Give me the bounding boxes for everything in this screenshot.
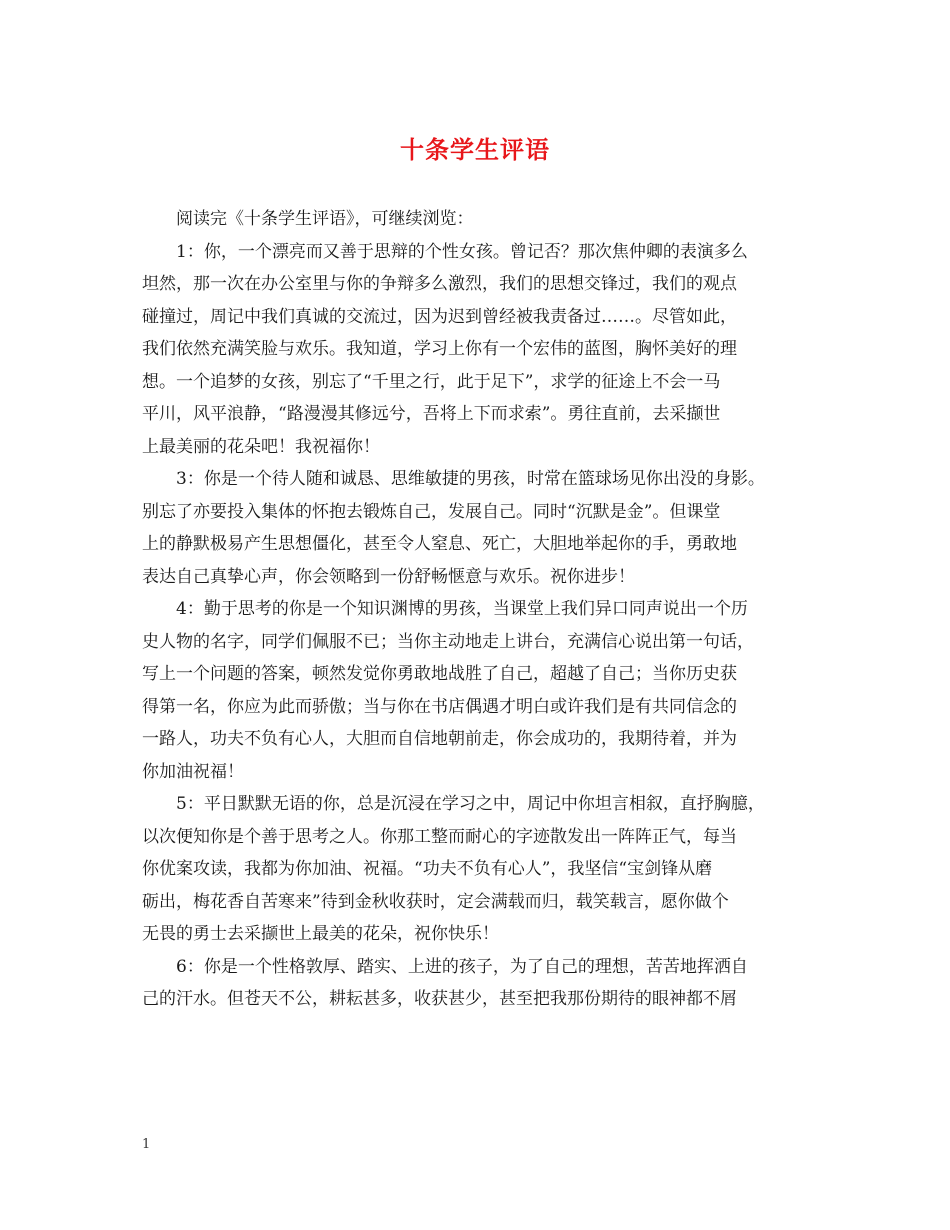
text-line: 你优案攻读，我都为你加油、祝福。“功夫不负有心人”，我坚信“宝剑锋从磨	[142, 859, 713, 879]
text-line: 别忘了亦要投入集体的怀抱去锻炼自己，发展自己。同时“沉默是金”。但课堂	[142, 501, 721, 522]
text-line: 4：勤于思考的你是一个知识渊博的男孩，当课堂上我们异口同声说出一个历	[176, 599, 748, 619]
text-line: 得第一名，你应为此而骄傲；当与你在书店偶遇才明白或许我们是有共同信念的	[142, 696, 737, 717]
text-line: 无畏的勇士去采撷世上最美的花朵，祝你快乐！	[142, 924, 499, 944]
text-line: 己的汗水。但苍天不公，耕耘甚多，收获甚少，甚至把我那份期待的眼神都不屑	[142, 989, 737, 1009]
text-line: 阅读完《十条学生评语》，可继续浏览：	[176, 209, 474, 229]
text-line: 史人物的名字，同学们佩服不已；当你主动地走上讲台，充满信心说出第一句话，	[142, 631, 754, 652]
text-line: 想。一个追梦的女孩，别忘了“千里之行，此于足下”，求学的征途上不会一马	[142, 371, 721, 392]
text-line: 坦然，那一次在办公室里与你的争辩多么激烈，我们的思想交锋过，我们的观点	[142, 274, 737, 294]
text-line: 一路人，功夫不负有心人，大胆而自信地朝前走，你会成功的，我期待着，并为	[142, 729, 737, 749]
text-line: 上最美丽的花朵吧！我祝福你！	[142, 436, 380, 457]
document-body	[142, 203, 810, 1016]
text-line: 碰撞过，周记中我们真诚的交流过，因为迟到曾经被我责备过……。尽管如此，	[142, 306, 737, 327]
text-line: 砺出，梅花香自苦寒来”待到金秋收获时，定会满载而归，载笑载言，愿你做个	[142, 891, 729, 912]
page-number: 1	[142, 1137, 151, 1152]
text-line: 3：你是一个待人随和诚恳、思维敏捷的男孩，时常在篮球场见你出没的身影。	[176, 469, 765, 489]
text-line: 1：你，一个漂亮而又善于思辩的个性女孩。曾记否？那次焦仲卿的表演多么	[176, 241, 748, 262]
text-line: 表达自己真挚心声，你会领略到一份舒畅惬意与欢乐。祝你进步！	[142, 566, 635, 587]
text-line: 我们依然充满笑脸与欢乐。我知道，学习上你有一个宏伟的蓝图，胸怀美好的理	[142, 339, 737, 359]
text-line: 6：你是一个性格敦厚、踏实、上进的孩子，为了自己的理想，苦苦地挥洒自	[176, 956, 748, 977]
text-line: 写上一个问题的答案，顿然发觉你勇敢地战胜了自己，超越了自己；当你历史获	[142, 664, 737, 684]
text-line: 平川，风平浪静，“路漫漫其修远兮，吾将上下而求索”。勇往直前，去采撷世	[142, 404, 721, 424]
text-line: 以次便知你是个善于思考之人。你那工整而耐心的字迹散发出一阵阵正气，每当	[142, 826, 737, 847]
text-line: 5：平日默默无语的你，总是沉浸在学习之中，周记中你坦言相叙，直抒胸臆，	[176, 794, 765, 814]
text-line: 你加油祝福！	[142, 761, 244, 782]
document-title: 十条学生评语	[400, 135, 550, 164]
text-line: 上的静默极易产生思想僵化，甚至令人窒息、死亡，大胆地举起你的手，勇敢地	[142, 534, 737, 554]
